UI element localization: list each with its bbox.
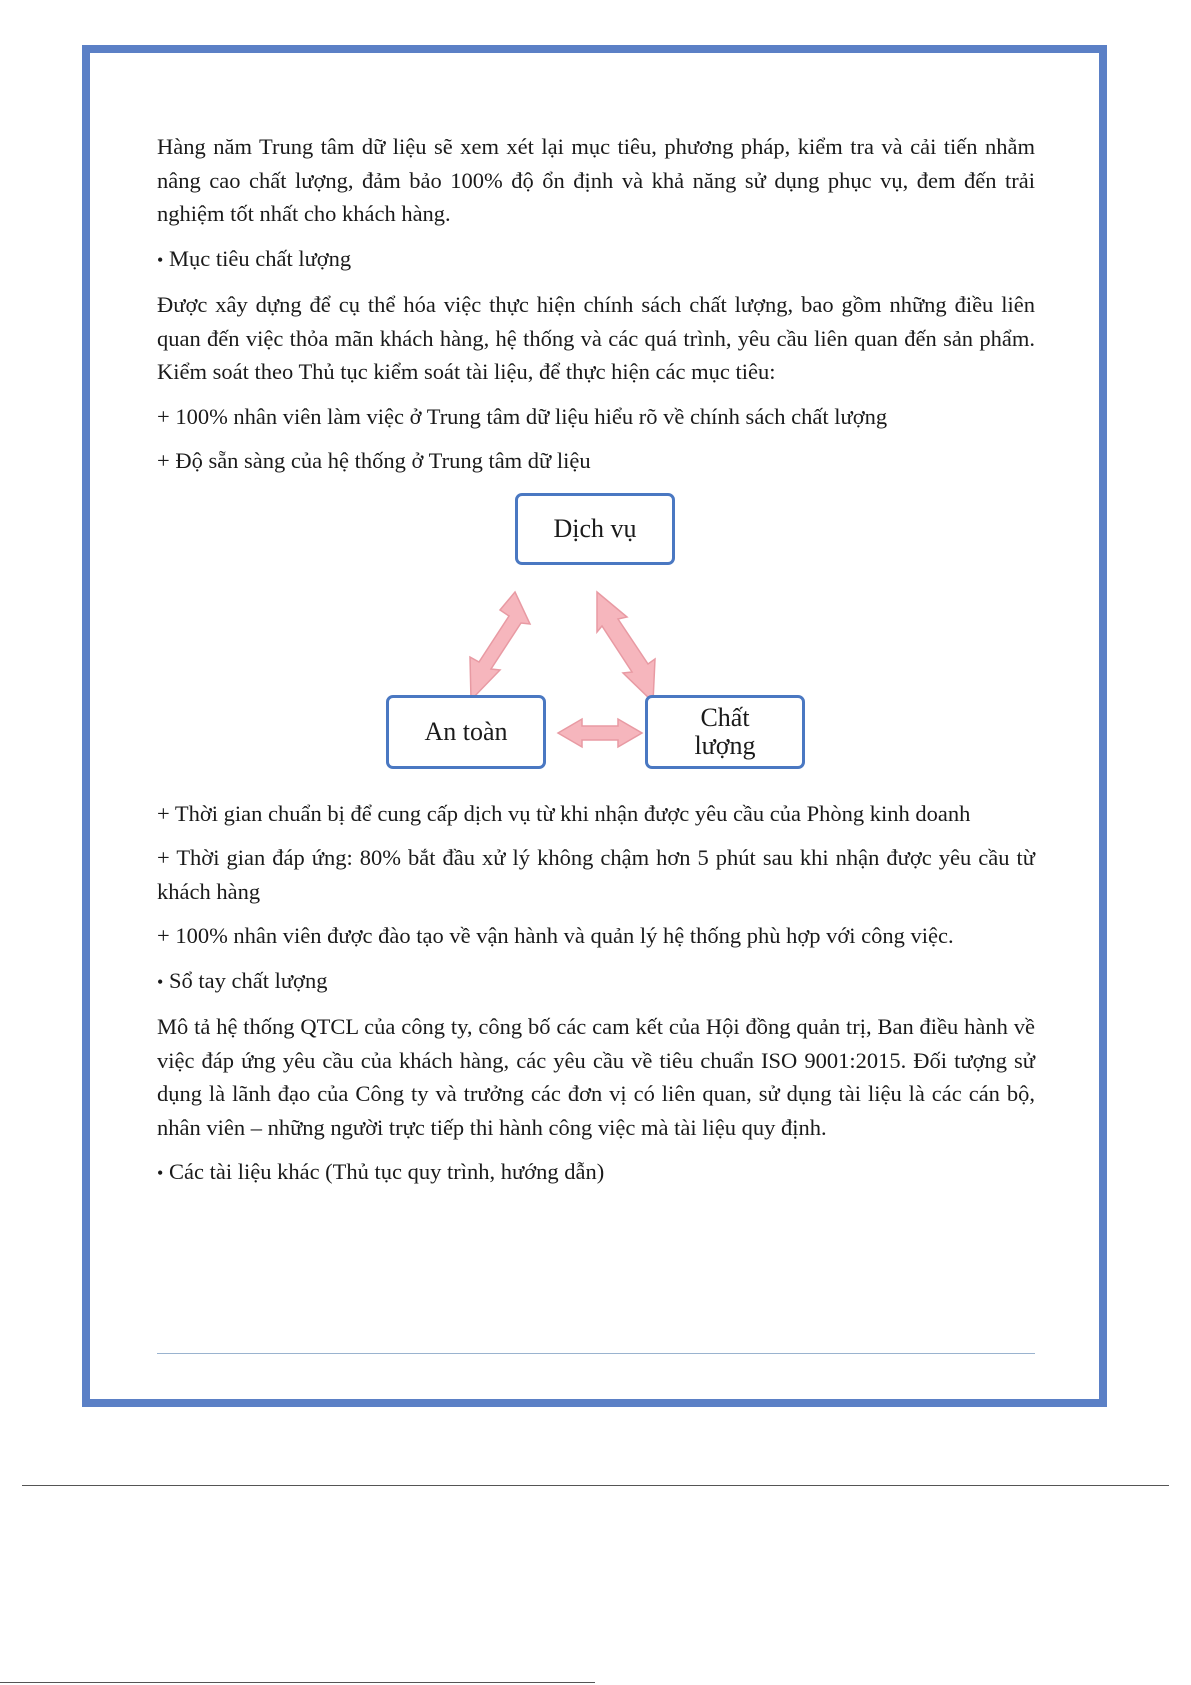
diagram-node-service-label: Dịch vụ [553, 513, 637, 543]
bullet-icon: • [157, 1163, 164, 1183]
quality-triangle-diagram [157, 489, 1035, 789]
objective-item-5: + 100% nhân viên được đào tạo về vận hành và quản lý hệ thống phù hợp với công việc. [157, 923, 954, 948]
heading-quality-objectives-text: Mục tiêu chất lượng [169, 245, 352, 271]
paragraph-manual: Mô tả hệ thống QTCL của công ty, công bố các cam kết của Hội đồng quản trị, Ban điều hành về việc đáp ứng yêu cầu của khách hàng, các yêu cầu về tiêu chuẩn ISO 9001:2015. Đối tượng sử dụng là lãnh đạo của Công ty và trưởng các đơn vị có liên quan, sử dụng tài liệu là các cán bộ, nhân viên – những người trực tiếp thi hành công việc mà tài liệu quy định. [157, 1014, 1035, 1140]
heading-other-documents [157, 1155, 1035, 1191]
heading-quality-manual-text: Sổ tay chất lượng [169, 967, 328, 993]
heading-other-documents-text: Các tài liệu khác (Thủ tục quy trình, hướng dẫn) [169, 1159, 605, 1184]
page-break-divider [22, 1485, 1169, 1486]
diagram-node-quality [645, 695, 805, 769]
diagram-node-safety-label: An toàn [424, 716, 508, 746]
heading-quality-manual [157, 964, 1035, 1000]
objective-item-3: + Thời gian chuẩn bị để cung cấp dịch vụ từ khi nhận được yêu cầu của Phòng kinh doanh [157, 800, 971, 826]
arrow-safety-quality-icon [558, 719, 642, 747]
footer-divider [157, 1353, 1035, 1354]
objective-item-2: + Độ sẵn sàng của hệ thống ở Trung tâm dữ liệu [157, 448, 591, 473]
paragraph-objectives: Được xây dựng để cụ thể hóa việc thực hiện chính sách chất lượng, bao gồm những điều liên quan đến việc thỏa mãn khách hàng, hệ thống và các quá trình, yêu cầu liên quan đến sản phẩm. Kiểm soát theo Thủ tục kiểm soát tài liệu, để thực hiện các mục tiêu: [157, 292, 1035, 384]
bullet-icon: • [157, 971, 164, 992]
diagram-node-safety [386, 695, 546, 769]
bottom-divider [0, 1682, 595, 1683]
arrow-service-quality-icon [597, 592, 655, 702]
diagram-node-quality-label-line2: lượng [694, 730, 756, 760]
document-content [157, 130, 1035, 1202]
diagram-node-quality-label-line1: Chất [700, 702, 750, 732]
arrow-service-safety-icon [470, 592, 530, 700]
paragraph-intro: Hàng năm Trung tâm dữ liệu sẽ xem xét lại mục tiêu, phương pháp, kiểm tra và cải tiến nhằm nâng cao chất lượng, đảm bảo 100% độ ổn định và khả năng sử dụng phục vụ, đem đến trải nghiệm tốt nhất cho khách hàng. [157, 134, 1035, 226]
diagram-node-service [515, 493, 675, 565]
heading-quality-objectives [157, 242, 1035, 278]
objective-item-4: + Thời gian đáp ứng: 80% bắt đầu xử lý không chậm hơn 5 phút sau khi nhận được yêu cầu từ khách hàng [157, 845, 1035, 904]
bullet-icon: • [157, 249, 164, 270]
objective-item-1: + 100% nhân viên làm việc ở Trung tâm dữ liệu hiểu rõ về chính sách chất lượng [157, 403, 888, 429]
